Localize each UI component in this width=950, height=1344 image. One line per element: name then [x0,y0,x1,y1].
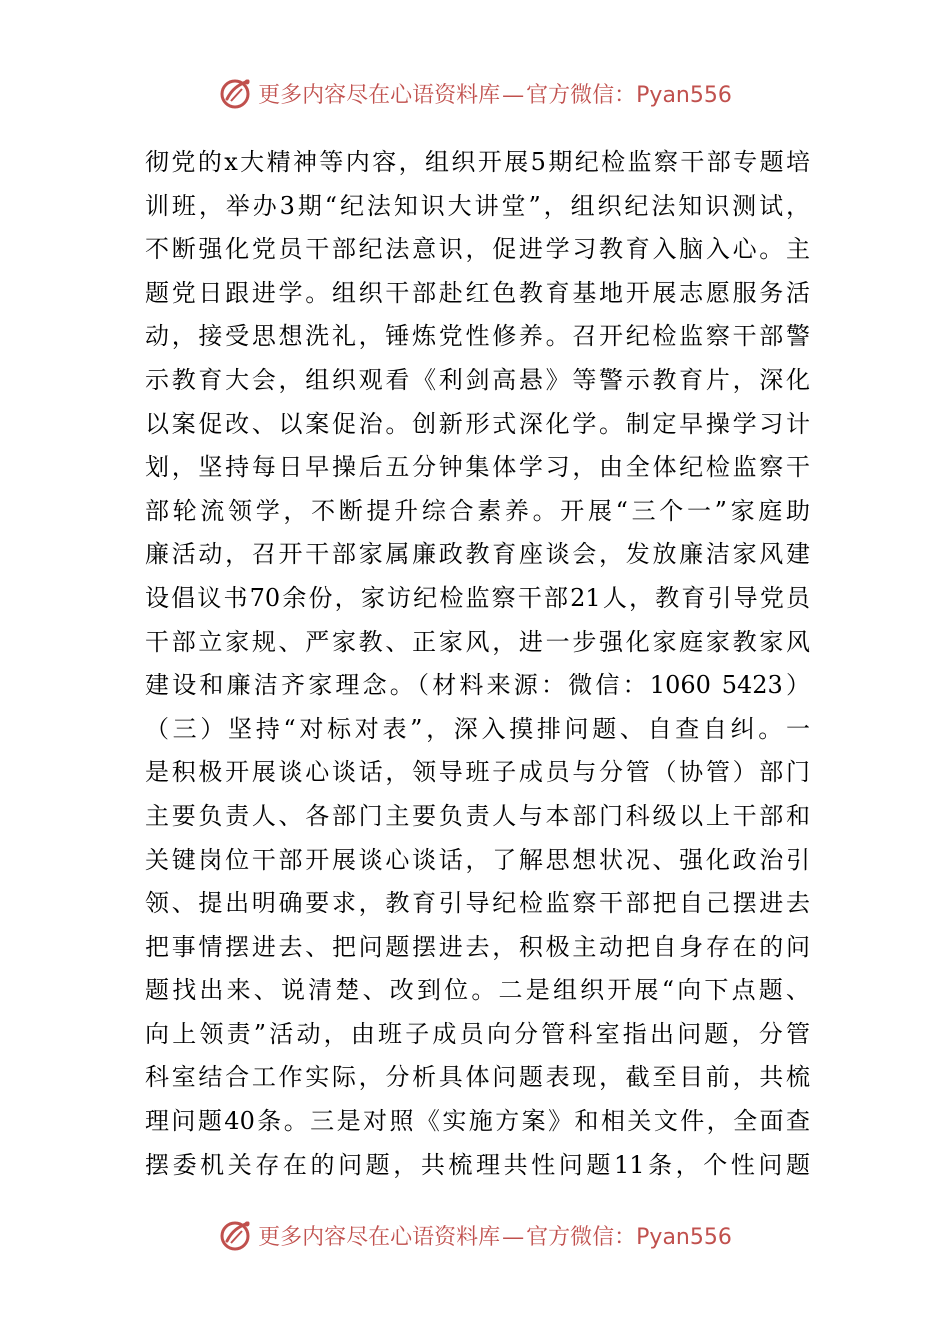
text-line [145,1144,810,1188]
text-line [145,359,810,403]
text-line [145,446,810,490]
text-line [145,403,810,447]
text-line [145,751,810,795]
text-line [145,1056,810,1100]
text-line-content: 示教育大会，组织观看《利剑高悬》等警示教育片，深化 [145,365,810,394]
text-line [145,272,810,316]
text-line [145,490,810,534]
text-line [145,533,810,577]
text-line [145,795,810,839]
text-line-content: 不断强化党员干部纪法意识，促进学习教育入脑入心。主 [145,235,810,264]
text-line [145,228,810,272]
text-line-content: 科室结合工作实际，分析具体问题表现，截至目前，共梳 [145,1063,810,1092]
banner-text [258,1220,732,1251]
text-line-content: 摆委机关存在的问题，共梳理共性问题11条，个性问题 [145,1150,810,1179]
text-line [145,621,810,665]
text-line [145,839,810,883]
text-line-content: 把事情摆进去、把问题摆进去，积极主动把自身存在的问 [145,932,810,961]
text-line-content: 理问题40条。三是对照《实施方案》和相关文件，全面查 [145,1107,810,1136]
text-line [145,1013,810,1057]
text-line-content: 题找出来、说清楚、改到位。二是组织开展“向下点题、 [145,976,810,1005]
banner-label: 官方微信： [526,82,637,108]
text-line [145,185,810,229]
text-line-content: （三）坚持“对标对表”，深入摸排问题、自查自纠。一 [145,714,810,743]
text-line [145,1100,810,1144]
logo-icon [218,1217,254,1253]
text-line-content: 部轮流领学，不断提升综合素养。开展“三个一”家庭助 [145,496,810,525]
text-line-content: 彻党的x大精神等内容，组织开展5期纪检监察干部专题培 [145,148,810,176]
text-line-content: 设倡议书70余份，家访纪检监察干部21人，教育引导党员 [145,583,810,612]
text-line [145,315,810,359]
text-line-content: 领、提出明确要求，教育引导纪检监察干部把自己摆进去 [145,889,810,918]
banner-dash: — [502,1224,525,1250]
text-line-content: 主要负责人、各部门主要负责人与本部门科级以上干部和 [145,801,810,830]
document-body [145,141,810,1187]
text-line-content: 建设和廉洁齐家理念。（材料来源：微信：1060 5423） [145,671,810,700]
banner-label: 官方微信： [526,1224,637,1250]
text-line-content: 向上领责”活动，由班子成员向分管科室指出问题，分管 [145,1019,810,1048]
banner-dash: — [502,82,525,108]
text-line-content: 划，坚持每日早操后五分钟集体学习，由全体纪检监察干 [145,453,810,482]
banner-account: Pyan556 [636,1224,732,1250]
text-line [145,926,810,970]
text-line [145,141,810,185]
logo-icon [218,75,254,111]
text-line [145,882,810,926]
text-line [145,664,810,708]
text-line [145,969,810,1013]
text-line-content: 以案促改、以案促治。创新形式深化学。制定早操学习计 [145,409,810,438]
banner-account: Pyan556 [636,82,732,108]
banner-title: 更多内容尽在心语资料库 [258,1224,501,1250]
banner-text [258,78,732,109]
text-line-content: 廉活动，召开干部家属廉政教育座谈会，发放廉洁家风建 [145,540,810,569]
text-line-content: 训班，举办3期“纪法知识大讲堂”，组织纪法知识测试， [145,191,810,220]
text-line [145,708,810,752]
text-line-content: 动，接受思想洗礼，锤炼党性修养。召开纪检监察干部警 [145,322,810,351]
header-banner [0,71,950,115]
text-line-content: 是积极开展谈心谈话，领导班子成员与分管（协管）部门 [145,758,810,787]
text-line-content: 题党日跟进学。组织干部赴红色教育基地开展志愿服务活 [145,278,810,307]
text-line [145,577,810,621]
footer-banner [0,1213,950,1257]
text-line-content: 干部立家规、严家教、正家风，进一步强化家庭家教家风 [145,627,810,656]
banner-title: 更多内容尽在心语资料库 [258,82,501,108]
text-line-content: 关键岗位干部开展谈心谈话，了解思想状况、强化政治引 [145,845,810,874]
